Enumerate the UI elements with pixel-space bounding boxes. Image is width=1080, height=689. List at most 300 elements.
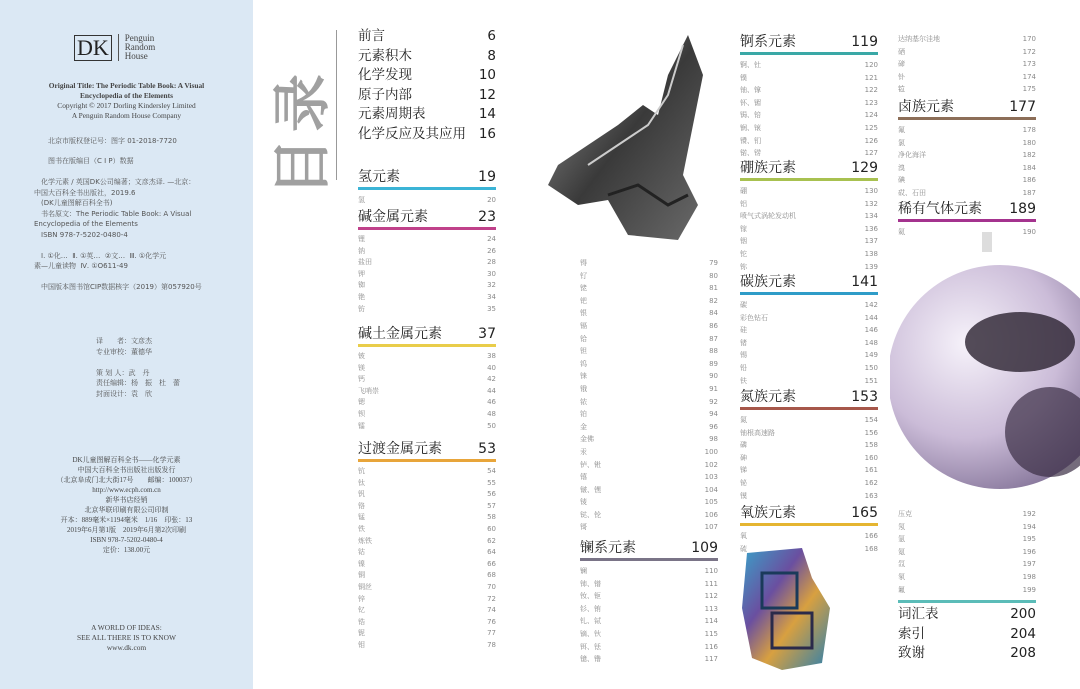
subentry-page: 151 <box>864 376 878 385</box>
toc-subentry[interactable] <box>580 641 718 654</box>
toc-subentry[interactable] <box>580 484 718 497</box>
subentry-page: 120 <box>864 61 878 69</box>
subentry-title: 氟 <box>898 126 905 134</box>
subentry-page: 168 <box>864 544 878 553</box>
toc-subentry[interactable] <box>580 383 718 396</box>
toc-subentry[interactable] <box>358 421 496 433</box>
imprint-line: ISBN 978-7-5202-0480-4 <box>90 536 163 544</box>
toc-subentry[interactable] <box>358 570 496 582</box>
section-page: 53 <box>478 441 496 457</box>
toc-subentry[interactable] <box>580 358 718 371</box>
subentry-page: 127 <box>864 149 878 158</box>
entry-page: 6 <box>487 28 496 44</box>
toc-subentry[interactable] <box>740 210 878 223</box>
subentry-title: 钨 <box>580 359 587 368</box>
subentry-title: 镤 <box>740 73 747 82</box>
subentry-page: 114 <box>704 617 718 626</box>
subentry-page: 78 <box>487 640 496 649</box>
entry-page: 200 <box>1010 606 1036 622</box>
subentry-page: 92 <box>709 397 718 406</box>
toc-subentry[interactable] <box>580 459 718 472</box>
subentry-page: 74 <box>487 606 496 615</box>
section-hydrogen <box>358 168 496 207</box>
toc-subentry[interactable] <box>580 509 718 522</box>
section-lanthanides <box>580 539 718 666</box>
subentry-page: 184 <box>1022 163 1036 172</box>
toc-subentry[interactable] <box>740 337 878 350</box>
subentry-title: 砷 <box>740 453 747 462</box>
subentry-page: 42 <box>487 375 496 384</box>
subentry-title: 铜丝 <box>358 582 372 591</box>
section-heading[interactable] <box>740 159 878 181</box>
subentry-title: 钼 <box>358 640 365 649</box>
section-heading[interactable] <box>358 208 496 230</box>
section-noble-gases-cont <box>898 508 1036 596</box>
subentry-title: 铬 <box>358 501 365 510</box>
subentry-page: 90 <box>709 372 718 381</box>
toc-subentry[interactable] <box>898 83 1036 96</box>
subentry-page: 146 <box>864 326 878 335</box>
registration-number: 北京市版权登记号：图字 01-2018-7720 <box>48 137 177 145</box>
toc-title: 目录 <box>268 68 336 197</box>
subentry-page: 170 <box>1022 35 1036 43</box>
subentry-title: 锗 <box>740 338 747 347</box>
imprint-line: 开本：889毫米×1194毫米 1/16 印张：13 <box>60 516 193 524</box>
toc-subentry[interactable] <box>740 223 878 236</box>
cip-line: ISBN 978-7-5202-0480-4 <box>34 230 128 239</box>
subentry-page: 32 <box>487 281 496 290</box>
subentry-page: 87 <box>709 334 718 343</box>
subentry-page: 76 <box>487 617 496 626</box>
subentry-title: 钋 <box>898 72 905 81</box>
entry-page: 10 <box>478 67 496 84</box>
credit-line: 责任编辑：杨 振 杜 蕾 <box>96 379 180 387</box>
subentry-page: 122 <box>864 86 878 95</box>
toc-entry[interactable] <box>358 105 496 125</box>
toc-subentry[interactable] <box>740 97 878 110</box>
subentry-page: 88 <box>709 347 718 356</box>
toc-subentry[interactable] <box>580 590 718 603</box>
toc-subentry[interactable] <box>358 628 496 640</box>
toc-subentry[interactable] <box>740 312 878 325</box>
toc-subentry[interactable] <box>740 349 878 362</box>
toc-subentry[interactable] <box>898 149 1036 162</box>
section-transition-metals <box>358 440 496 652</box>
toc-subentry[interactable] <box>740 452 878 465</box>
subentry-title: 硼 <box>740 187 747 195</box>
entry-title: 化学反应及其应用 <box>358 125 466 142</box>
subentry-page: 58 <box>487 513 496 522</box>
intro-list <box>358 27 496 145</box>
toc-subentry[interactable] <box>898 33 1036 46</box>
imprint-line: 新华书店经销 <box>105 496 148 504</box>
subentry-page: 70 <box>487 582 496 591</box>
subentry-title: 银 <box>580 309 587 318</box>
section-heading[interactable] <box>358 440 496 462</box>
toc-subentry[interactable] <box>358 478 496 490</box>
toc-entry[interactable] <box>898 644 1036 664</box>
section-heading[interactable] <box>740 273 878 295</box>
toc-subentry[interactable] <box>358 559 496 571</box>
toc-subentry[interactable] <box>898 521 1036 534</box>
section-heading[interactable] <box>740 388 878 410</box>
toc-subentry[interactable] <box>358 280 496 292</box>
toc-subentry[interactable] <box>580 603 718 616</box>
subentry-title: 铂 <box>580 410 587 419</box>
subentry-page: 194 <box>1022 522 1036 531</box>
subentry-page: 86 <box>709 321 718 330</box>
subentry-title: 溴 <box>898 163 905 172</box>
subentry-page: 110 <box>704 567 718 575</box>
cip-line: 中国版本图书馆CIP数据核字（2019）第057920号 <box>34 283 202 291</box>
imprint-line: （北京阜成门北大街17号 邮编：100037） <box>56 476 197 484</box>
toc-subentry[interactable] <box>898 46 1036 59</box>
toc-subentry[interactable] <box>580 433 718 446</box>
toc-entry[interactable] <box>358 66 496 86</box>
toc-subentry[interactable] <box>358 617 496 629</box>
imprint-line: 中国大百科全书出版社出版发行 <box>77 466 176 474</box>
toc-subentry[interactable] <box>358 397 496 409</box>
subentry-title: 铪 <box>580 334 587 343</box>
subentry-page: 24 <box>487 235 496 243</box>
subentry-title: 铑 <box>580 284 587 293</box>
toc-subentry[interactable] <box>898 71 1036 84</box>
subentry-page: 112 <box>704 592 718 601</box>
toc-subentry[interactable] <box>358 246 496 258</box>
subentry-title: 氪 <box>898 547 905 556</box>
cip-line <box>34 272 202 283</box>
toc-subentry[interactable] <box>898 137 1036 150</box>
toc-subentry[interactable] <box>358 536 496 548</box>
section-heading[interactable] <box>898 200 1036 222</box>
subentry-page: 57 <box>487 501 496 510</box>
entry-page: 208 <box>1010 645 1036 662</box>
entry-title: 元素积木 <box>358 47 412 64</box>
subentry-page: 68 <box>487 571 496 580</box>
subentry-page: 175 <box>1022 85 1036 94</box>
toc-subentry[interactable] <box>740 59 878 72</box>
toc-subentry[interactable] <box>898 584 1036 597</box>
toc-subentry[interactable] <box>580 496 718 509</box>
toc-subentry[interactable] <box>358 386 496 398</box>
subentry-page: 26 <box>487 246 496 255</box>
toc-subentry[interactable] <box>740 362 878 375</box>
subentry-title: 铷 <box>358 281 365 290</box>
entry-title: 索引 <box>898 625 925 642</box>
subentry-page: 35 <box>487 304 496 313</box>
subentry-page: 20 <box>487 196 496 204</box>
toc-subentry[interactable] <box>740 439 878 452</box>
toc-subentry[interactable] <box>740 72 878 85</box>
toc-subentry[interactable] <box>580 333 718 346</box>
toc-subentry[interactable] <box>580 408 718 421</box>
subentry-page: 62 <box>487 536 496 545</box>
section-page: 165 <box>851 505 878 521</box>
toc-subentry[interactable] <box>358 582 496 594</box>
toc-subentry[interactable] <box>358 594 496 606</box>
toc-subentry[interactable] <box>740 185 878 198</box>
subentry-page: 80 <box>709 271 718 280</box>
section-title: 氧族元素 <box>740 505 796 521</box>
toc-subentry[interactable] <box>740 324 878 337</box>
subentry-page: 154 <box>864 416 878 424</box>
toc-subentry[interactable] <box>580 446 718 459</box>
subentry-page: 178 <box>1022 126 1036 134</box>
toc-entry[interactable] <box>358 27 496 47</box>
toc-subentry[interactable] <box>358 234 496 246</box>
subentry-title: 硫 <box>740 544 747 553</box>
subentry-title: 镍 <box>358 559 365 568</box>
dk-logo-mark: DK <box>74 35 112 61</box>
toc-subentry[interactable] <box>898 124 1036 137</box>
subentry-title: 钚、镅 <box>740 98 761 107</box>
subentry-page: 182 <box>1022 151 1036 160</box>
toc-subentry[interactable] <box>580 257 718 270</box>
toc-subentry[interactable] <box>358 466 496 478</box>
toc-subentry[interactable] <box>740 490 878 503</box>
section-heading[interactable] <box>358 325 496 347</box>
subentry-page: 163 <box>864 491 878 500</box>
subentry-title: 钙 <box>358 375 365 384</box>
toc-subentry[interactable] <box>740 198 878 211</box>
subentry-page: 66 <box>487 559 496 568</box>
toc-subentry[interactable] <box>740 464 878 477</box>
toc-subentry[interactable] <box>898 508 1036 521</box>
toc-subentry[interactable] <box>740 109 878 122</box>
toc-subentry[interactable] <box>740 299 878 312</box>
toc-subentry[interactable] <box>898 187 1036 200</box>
toc-subentry[interactable] <box>740 84 878 97</box>
toc-subentry[interactable] <box>358 363 496 375</box>
subentry-title: 锇 <box>580 384 587 393</box>
toc-subentry[interactable] <box>358 409 496 421</box>
subentry-title: 达纳基尔洼地 <box>898 35 940 43</box>
subentry-page: 192 <box>1022 510 1036 518</box>
toc-subentry[interactable] <box>580 628 718 641</box>
subentry-title: 飞哨崇 <box>358 386 379 395</box>
toc-subentry[interactable] <box>898 58 1036 71</box>
subentry-title: 汞 <box>580 447 587 456</box>
subentry-page: 94 <box>709 410 718 419</box>
toc-subentry[interactable] <box>898 546 1036 559</box>
section-actinides <box>740 33 878 160</box>
toc-subentry[interactable] <box>358 640 496 652</box>
section-title: 过渡金属元素 <box>358 441 442 457</box>
section-heading[interactable] <box>898 98 1036 120</box>
subentry-title: 砹、石田 <box>898 188 926 197</box>
subentry-title: 锎、锿 <box>740 123 761 132</box>
toc-subentry[interactable] <box>580 521 718 534</box>
subentry-page: 125 <box>864 123 878 132</box>
credit-line: 策 划 人：武 丹 <box>96 368 150 377</box>
toc-subentry[interactable] <box>580 320 718 333</box>
toc-subentry[interactable] <box>740 530 878 543</box>
entry-page: 16 <box>478 125 496 142</box>
subentry-page: 156 <box>864 428 878 437</box>
subentry-page: 82 <box>709 296 718 305</box>
subentry-title: 铅 <box>740 363 747 372</box>
subentry-title: 氡 <box>898 572 905 581</box>
subentry-page: 40 <box>487 363 496 372</box>
subentry-page: 84 <box>709 309 718 318</box>
toc-entry[interactable] <box>358 47 496 67</box>
toc-subentry[interactable] <box>740 248 878 261</box>
credit-line: 专业审校：董德华 <box>96 347 152 356</box>
toc-entry[interactable] <box>898 625 1036 645</box>
subentry-title: 𫟼、𬬭 <box>580 510 601 519</box>
toc-subentry[interactable] <box>358 512 496 524</box>
entry-page: 204 <box>1010 625 1036 642</box>
subentry-title: 镱、镥 <box>580 655 601 664</box>
dk-slogan <box>0 623 253 653</box>
subentry-title: 镝、钬 <box>580 629 601 638</box>
toc-subentry[interactable] <box>740 477 878 490</box>
subentry-title: 𫓧 <box>740 376 747 385</box>
toc-subentry[interactable] <box>740 147 878 160</box>
imprint-line: 2019年6月第1版 2019年6月第2次印刷 <box>67 526 186 534</box>
section-page: 153 <box>851 389 878 405</box>
section-heading[interactable] <box>740 504 878 526</box>
bismuth-crystal-photo <box>742 548 830 670</box>
toc-subentry[interactable] <box>580 270 718 283</box>
section-title: 卤族元素 <box>898 99 954 115</box>
subentry-page: 199 <box>1022 585 1036 594</box>
toc-subentry[interactable] <box>580 295 718 308</box>
subentry-page: 30 <box>487 269 496 278</box>
subentry-page: 160 <box>864 453 878 462</box>
subentry-title: 铀、镎 <box>740 86 761 95</box>
toc-subentry[interactable] <box>740 261 878 274</box>
subentry-title: 锌 <box>358 594 365 603</box>
subentry-title: 锰 <box>358 513 365 522</box>
toc-subentry[interactable] <box>358 501 496 513</box>
subentry-page: 134 <box>864 212 878 221</box>
toc-subentry[interactable] <box>358 524 496 536</box>
subentry-title: 钪 <box>358 467 365 475</box>
toc-subentry[interactable] <box>580 471 718 484</box>
subentry-title: 镁 <box>358 363 365 372</box>
toc-subentry[interactable] <box>358 351 496 363</box>
section-heading[interactable] <box>358 168 496 190</box>
toc-subentry[interactable] <box>358 605 496 617</box>
subentry-title: 氖 <box>898 522 905 531</box>
toc-subentry[interactable] <box>358 269 496 281</box>
section-title: 氮族元素 <box>740 389 796 405</box>
toc-subentry[interactable] <box>358 304 496 316</box>
subentry-page: 50 <box>487 421 496 430</box>
subentry-page: 105 <box>704 498 718 507</box>
subentry-page: 34 <box>487 292 496 301</box>
imprint-line: 定价：138.00元 <box>102 546 151 554</box>
subentry-page: 48 <box>487 409 496 418</box>
toc-subentry[interactable] <box>580 653 718 666</box>
toc-subentry[interactable] <box>898 533 1036 546</box>
toc-subentry[interactable] <box>358 547 496 559</box>
toc-subentry[interactable] <box>358 194 496 207</box>
cip-line: 中国大百科全书出版社，2019.6 <box>34 188 136 197</box>
toc-subentry[interactable] <box>898 174 1036 187</box>
subentry-title: 镉 <box>580 321 587 330</box>
subentry-title: 钛 <box>358 478 365 487</box>
section-boron-group <box>740 159 878 273</box>
toc-subentry[interactable] <box>358 374 496 386</box>
toc-subentry[interactable] <box>740 122 878 135</box>
cip-data <box>34 177 202 293</box>
toc-subentry[interactable] <box>358 292 496 304</box>
section-page: 177 <box>1009 99 1036 115</box>
toc-subentry[interactable] <box>580 578 718 591</box>
toc-subentry[interactable] <box>740 414 878 427</box>
credit-line <box>96 357 180 368</box>
subentry-title: 氢 <box>358 196 365 204</box>
toc-subentry[interactable] <box>580 421 718 434</box>
subentry-page: 158 <box>864 441 878 450</box>
toc-subentry[interactable] <box>358 257 496 269</box>
subentry-page: 55 <box>487 478 496 487</box>
toc-subentry[interactable] <box>898 571 1036 584</box>
crystal-photo <box>548 35 708 245</box>
toc-subentry[interactable] <box>358 489 496 501</box>
subentry-title: 碘 <box>898 176 905 185</box>
toc-subentry[interactable] <box>580 307 718 320</box>
toc-subentry[interactable] <box>740 235 878 248</box>
slogan-line: www.dk.com <box>106 643 147 652</box>
subentry-page: 166 <box>864 532 878 540</box>
subentry-title: 氮 <box>740 416 747 424</box>
toc-subentry[interactable] <box>580 370 718 383</box>
subentry-page: 38 <box>487 352 496 360</box>
toc-subentry[interactable] <box>740 427 878 440</box>
section-heading[interactable] <box>580 539 718 561</box>
section-transition-metals-cont <box>580 257 718 534</box>
toc-subentry[interactable] <box>740 375 878 388</box>
subentry-title: 𬭳 <box>580 473 587 482</box>
subentry-title: 铌 <box>358 629 365 638</box>
subentry-page: 150 <box>864 363 878 372</box>
toc-subentry[interactable] <box>580 565 718 578</box>
section-page: 129 <box>851 160 878 176</box>
toc-entry[interactable] <box>898 605 1036 625</box>
toc-subentry[interactable] <box>898 558 1036 571</box>
subentry-title: 钕、钷 <box>580 592 601 601</box>
entry-page: 12 <box>478 86 496 103</box>
subentry-page: 187 <box>1022 188 1036 197</box>
toc-subentry[interactable] <box>740 135 878 148</box>
slogan-line: A WORLD OF IDEAS: <box>91 623 162 632</box>
subentry-page: 54 <box>487 467 496 475</box>
subentry-title: 钯 <box>580 296 587 305</box>
toc-subentry[interactable] <box>580 396 718 409</box>
toc-subentry[interactable] <box>580 282 718 295</box>
subentry-page: 174 <box>1022 72 1036 81</box>
subentry-title: 镭 <box>358 421 365 430</box>
subentry-title: 铼 <box>580 372 587 381</box>
toc-subentry[interactable] <box>580 615 718 628</box>
toc-entry[interactable] <box>358 86 496 106</box>
toc-subentry[interactable] <box>580 345 718 358</box>
imprint-line: http://www.ecph.com.cn <box>92 486 161 494</box>
section-page: 23 <box>478 209 496 225</box>
subentry-page: 195 <box>1022 535 1036 544</box>
section-heading[interactable] <box>740 33 878 55</box>
section-page: 119 <box>851 34 878 50</box>
toc-entry[interactable] <box>358 125 496 145</box>
subentry-title: 钡 <box>358 409 365 418</box>
subentry-title: 铟 <box>740 237 747 246</box>
original-title: Original Title: The Periodic Table Book: A Visual Encyclopedia of the Elements Copyright © 2017 Dorling Kindersley Limited A Penguin Random House Company <box>48 81 205 120</box>
subentry-page: 103 <box>704 473 718 482</box>
toc-subentry[interactable] <box>898 162 1036 175</box>
